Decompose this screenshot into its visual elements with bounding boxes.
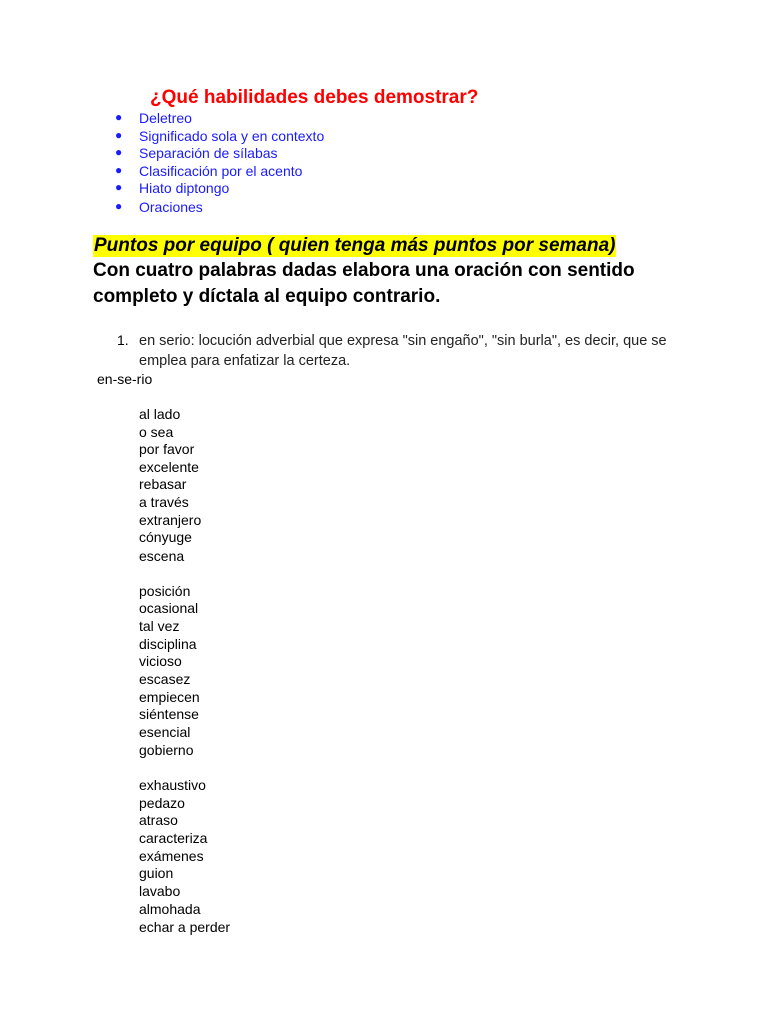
- list-item: [0, 830, 400, 848]
- list-item: [0, 529, 400, 547]
- item-word: lavabo: [139, 883, 181, 899]
- list-item: [0, 653, 400, 671]
- item-word: pedazo: [139, 795, 185, 811]
- list-item: [0, 901, 400, 919]
- list-item: [0, 600, 400, 618]
- item-word: escena: [139, 548, 185, 564]
- item-word: exámenes: [139, 848, 204, 864]
- list-item: [0, 795, 400, 813]
- list-item: [0, 706, 400, 724]
- skill-text: Oraciones: [139, 199, 203, 215]
- item-word: rebasar: [139, 476, 187, 492]
- list-item: [0, 548, 400, 566]
- skill-text: Deletreo: [139, 110, 192, 126]
- item-word: disciplina: [139, 636, 197, 652]
- activity-instructions: Con cuatro palabras dadas elabora una oración con sentido completo y díctala al equipo contrario.: [93, 260, 635, 307]
- item-word: escasez: [139, 671, 191, 687]
- item-word: empiecen: [139, 689, 200, 705]
- item-word: tal vez: [139, 618, 180, 634]
- bullet-icon: ●: [115, 163, 123, 177]
- skill-text: Clasificación por el acento: [139, 163, 303, 179]
- list-item: [0, 883, 400, 901]
- list-item: [0, 812, 400, 830]
- item-word: por favor: [139, 441, 195, 457]
- list-item: [0, 919, 400, 937]
- bullet-icon: ●: [115, 110, 123, 124]
- list-item: [0, 583, 400, 601]
- item-word: gobierno: [139, 742, 194, 758]
- item-word: o sea: [139, 424, 174, 440]
- item-word: caracteriza: [139, 830, 208, 846]
- item-word: posición: [139, 583, 191, 599]
- list-item: [0, 441, 400, 459]
- bullet-icon: ●: [115, 145, 123, 159]
- skill-text: Significado sola y en contexto: [139, 128, 325, 144]
- list-item: [0, 689, 400, 707]
- item-word: esencial: [139, 724, 191, 740]
- first-item-definition: en serio: locución adverbial que expresa "sin engaño", "sin burla", es decir, que se emplea para enfatizar la certeza.: [139, 333, 667, 369]
- team-points-heading: Puntos por equipo ( quien tenga más puntos por semana): [94, 235, 616, 256]
- syllable-separation: en-se-rio: [97, 371, 153, 387]
- list-item: [0, 618, 400, 636]
- bullet-icon: ●: [115, 199, 123, 213]
- list-item: [0, 848, 400, 866]
- item-word: ocasional: [139, 600, 199, 616]
- list-item: [0, 724, 400, 742]
- item-word: al lado: [139, 406, 181, 422]
- list-item: [0, 459, 400, 477]
- list-item: [0, 865, 400, 883]
- item-word: siéntense: [139, 706, 199, 722]
- item-word: guion: [139, 865, 174, 881]
- bullet-icon: ●: [115, 180, 123, 194]
- item-word: vicioso: [139, 653, 182, 669]
- list-item: [0, 777, 400, 795]
- item-word: excelente: [139, 459, 199, 475]
- first-item-number: 1.: [117, 332, 129, 348]
- list-item: [0, 512, 400, 530]
- list-item: [0, 742, 400, 760]
- list-item: [0, 494, 400, 512]
- question-heading: ¿Qué habilidades debes demostrar?: [150, 87, 479, 108]
- item-word: atraso: [139, 812, 178, 828]
- list-item: [0, 424, 400, 442]
- item-word: almohada: [139, 901, 201, 917]
- item-word: exhaustivo: [139, 777, 206, 793]
- list-item: [0, 476, 400, 494]
- item-word: cónyuge: [139, 529, 192, 545]
- item-word: extranjero: [139, 512, 202, 528]
- skill-text: Separación de sílabas: [139, 145, 278, 161]
- item-word: echar a perder: [139, 919, 231, 935]
- list-item: [0, 671, 400, 689]
- skill-text: Hiato diptongo: [139, 180, 230, 196]
- list-item: [0, 406, 400, 424]
- bullet-icon: ●: [115, 128, 123, 142]
- item-word: a través: [139, 494, 189, 510]
- list-item: [0, 636, 400, 654]
